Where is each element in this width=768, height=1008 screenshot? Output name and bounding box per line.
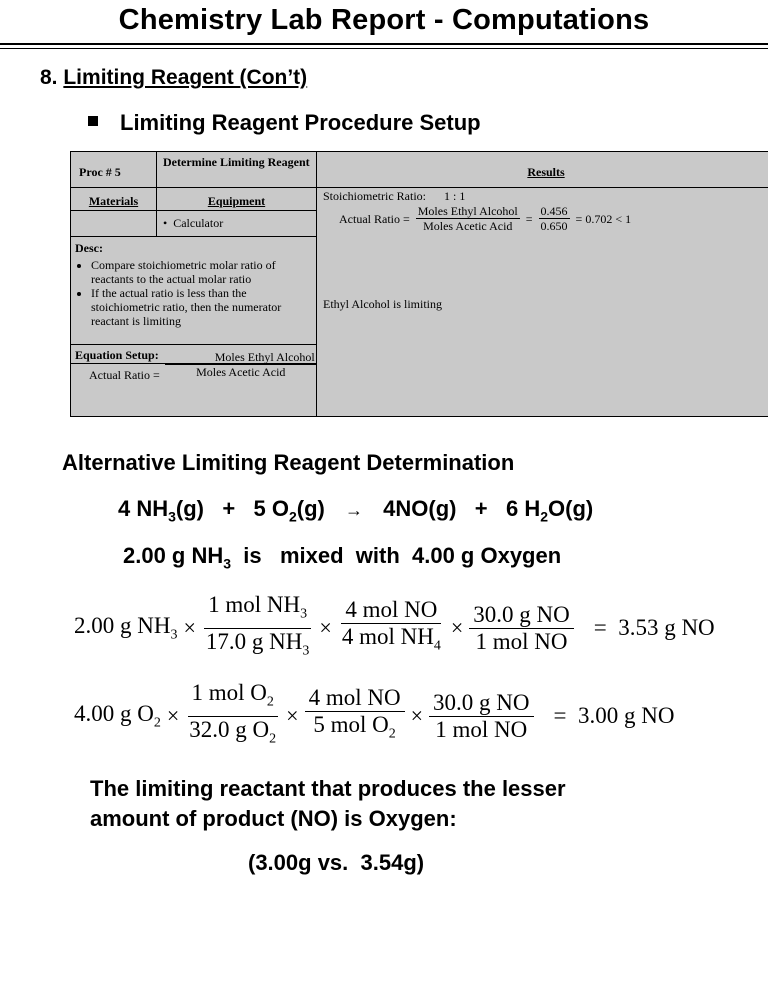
page-title: Chemistry Lab Report - Computations [118,4,650,36]
fraction: $\frac{\text{30.0 g NO}}{\text{1 mol NO}}$ [429,690,533,743]
procedure-table [70,151,768,417]
determine-header: Determine Limiting Reagent [163,155,310,169]
desc-item: • If the actual ratio is less than the stoichiometric ratio, then the numerator reactant is limiting [91,286,313,328]
actual-ratio-calc: Actual Ratio = $\frac{\text{Moles Ethyl Alcohol}}{\text{Moles Acetic Acid}}$ = $\frac{0.456}{0.650}$ = 0.702 < 1 [339,204,632,233]
equipment-item: • Calculator [163,216,224,230]
section-heading [40,66,307,90]
calc-o2 [74,680,674,752]
times-icon: × [183,615,196,641]
times-icon: × [166,703,180,729]
subsection-heading [88,110,481,136]
equation-setup: Actual Ratio = $\frac{\text{Moles Ethyl Alcohol}}{\text{Moles Acetic Acid}}$ [89,350,315,383]
fraction: $\frac{\text{30.0 g NO}}{\text{1 mol NO}}$ [469,602,573,655]
times-icon: × [319,615,332,641]
section-number: 8. [40,66,58,89]
conclusion-line: amount of product (NO) is Oxygen: [90,806,457,831]
proc-number: Proc # 5 [79,165,121,179]
fraction: $\frac{1 mol NH_3}{17.0 g NH_3}$ [205,592,310,659]
fraction: $\frac{1 mol O_2}{32.0 g O_2}$ [189,680,277,747]
title-rule [0,43,768,45]
calc-result: = 3.00 g NO [553,703,675,729]
desc-item: • Compare stoichiometric molar ratio of reactants to the actual molar ratio [91,258,313,286]
calc-result: = 3.53 g NO [593,615,715,641]
calc-start: 2.00 g $NH_3$ [74,612,178,643]
reaction-equation: 4 $NH_3(g) + 5$ $O_2(g) \to 4NO(g) + 6$ $H_2O(g)$ [118,496,594,525]
equation-setup-label: Equation Setup: [75,348,159,362]
subsection-title: Limiting Reagent Procedure Setup [120,110,481,135]
times-icon: × [286,703,299,729]
materials-header: Materials [88,194,139,208]
equipment-header: Equipment [207,194,266,208]
alt-title: Alternative Limiting Reagent Determination [62,450,515,475]
calc-start: 4.00 g $O_2$ [74,700,161,731]
mixed-statement: 2.00 g $NH_3$ is mixed with 4.00 g Oxygen [123,543,562,572]
reaction-arrow-icon: → [345,500,364,520]
section-title: Limiting Reagent (Con’t) [63,66,308,89]
times-icon: × [450,615,464,641]
title-rule-thin [0,48,768,49]
desc-label: Desc: [75,241,103,255]
fraction: $\frac{\text{4 mol NO}}{4 mol NH_4}$ [341,596,441,654]
bullet-icon: • [163,216,174,230]
comparison: (3.00g vs. 3.54g) [248,850,425,875]
times-icon: × [410,703,424,729]
calc-nh3 [74,592,715,664]
fraction: $\frac{\text{4 mol NO}}{5 mol O_2}$ [305,685,405,748]
square-bullet-icon [88,116,98,126]
conclusion-line: The limiting reactant that produces the lesser [90,776,566,801]
desc-list [75,258,313,328]
conclusion [90,774,566,834]
limiting-result: Ethyl Alcohol is limiting [323,297,443,311]
stoich-ratio: Stoichiometric Ratio: 1 : 1 [323,189,466,203]
results-header: Results [527,165,565,179]
